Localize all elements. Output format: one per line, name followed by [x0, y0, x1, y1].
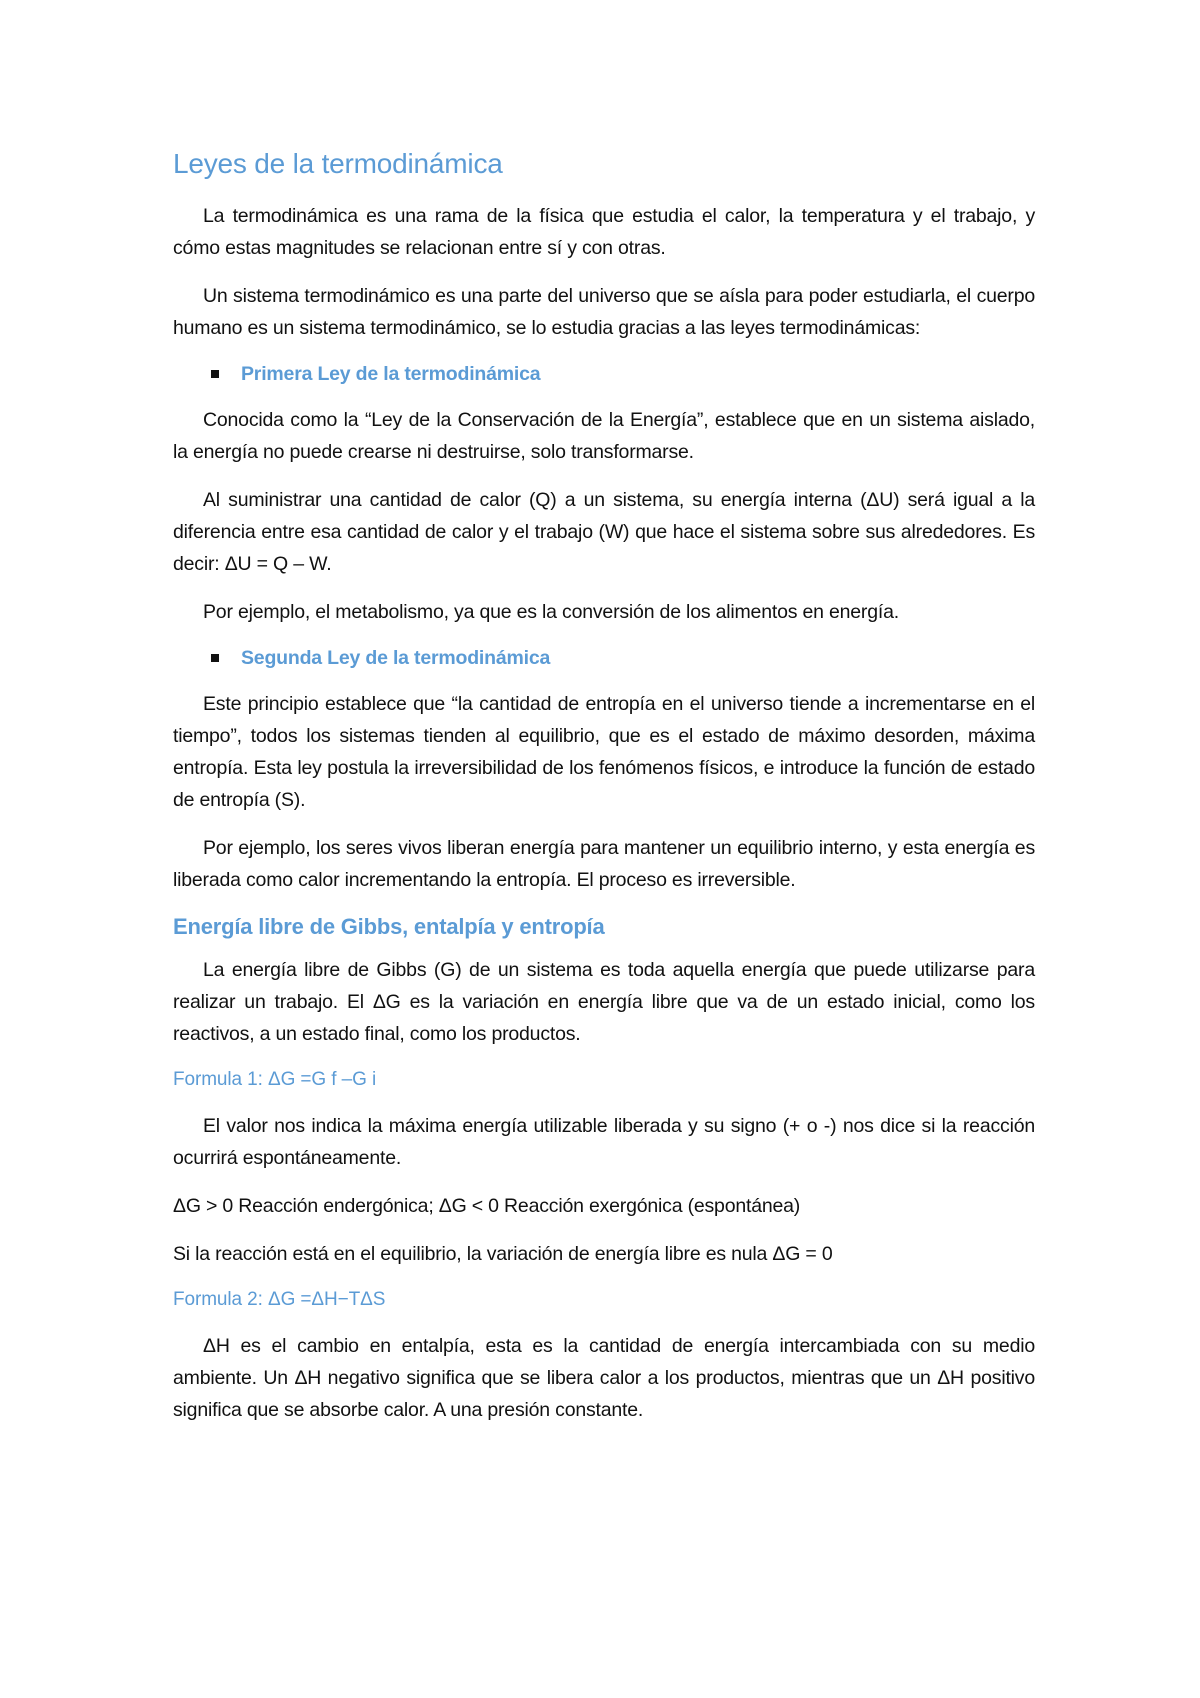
law2-heading: Segunda Ley de la termodinámica	[241, 647, 551, 669]
law1-paragraph-2: Al suministrar una cantidad de calor (Q) a un sistema, su energía interna (ΔU) será igual a la diferencia entre esa cantidad de calor y el trabajo (W) que hace el sistema sobre sus alrededores. Es decir: ΔU = Q – W.	[173, 489, 1035, 575]
gibbs-heading: Energía libre de Gibbs, entalpía y entropía	[173, 914, 605, 939]
law2-paragraph-1: Este principio establece que “la cantidad de entropía en el universo tiende a incrementarse en el tiempo”, todos los sistemas tienden al equilibrio, que es el estado de máximo desorden, máxima entropía. Esta ley postula la irreversibilidad de los fenómenos físicos, e introduce la función de estado de entropía (S).	[173, 693, 1035, 811]
intro-paragraph-1: La termodinámica es una rama de la física que estudia el calor, la temperatura y el trabajo, y cómo estas magnitudes se relacionan entre sí y con otras.	[173, 205, 1035, 259]
document-page	[173, 146, 1035, 1442]
page-title: Leyes de la termodinámica	[173, 148, 503, 179]
formula-1: Formula 1: ΔG =G f –G i	[173, 1069, 377, 1090]
law1-paragraph-3: Por ejemplo, el metabolismo, ya que es la conversión de los alimentos en energía.	[203, 601, 899, 623]
law1-paragraph-1: Conocida como la “Ley de la Conservación de la Energía”, establece que en un sistema aislado, la energía no puede crearse ni destruirse, solo transformarse.	[173, 409, 1035, 463]
formula-2: Formula 2: ΔG =ΔH−TΔS	[173, 1289, 386, 1310]
gibbs-paragraph-1: La energía libre de Gibbs (G) de un sistema es toda aquella energía que puede utilizarse para realizar un trabajo. El ΔG es la variación en energía libre que va de un estado inicial, como los reactivos, a un estado final, como los productos.	[173, 959, 1035, 1045]
gibbs-paragraph-2: El valor nos indica la máxima energía utilizable liberada y su signo (+ o -) nos dice si la reacción ocurrirá espontáneamente.	[173, 1115, 1035, 1169]
law1-bullet	[211, 360, 1035, 388]
gibbs-paragraph-5: ΔH es el cambio en entalpía, esta es la cantidad de energía intercambiada con su medio ambiente. Un ΔH negativo significa que se libera calor a los productos, mientras que un ΔH positivo significa que se absorbe calor. A una presión constante.	[173, 1335, 1035, 1421]
intro-paragraph-2: Un sistema termodinámico es una parte del universo que se aísla para poder estudiarla, el cuerpo humano es un sistema termodinámico, se lo estudia gracias a las leyes termodinámicas:	[173, 285, 1035, 339]
gibbs-paragraph-3: ΔG > 0 Reacción endergónica; ΔG < 0 Reacción exergónica (espontánea)	[173, 1195, 801, 1217]
gibbs-paragraph-4: Si la reacción está en el equilibrio, la variación de energía libre es nula ΔG = 0	[173, 1243, 833, 1265]
law2-bullet	[211, 644, 1035, 672]
square-bullet-icon	[211, 654, 219, 662]
square-bullet-icon	[211, 370, 219, 378]
law1-heading: Primera Ley de la termodinámica	[241, 363, 541, 385]
law2-paragraph-2: Por ejemplo, los seres vivos liberan energía para mantener un equilibrio interno, y esta energía es liberada como calor incrementando la entropía. El proceso es irreversible.	[173, 837, 1035, 891]
